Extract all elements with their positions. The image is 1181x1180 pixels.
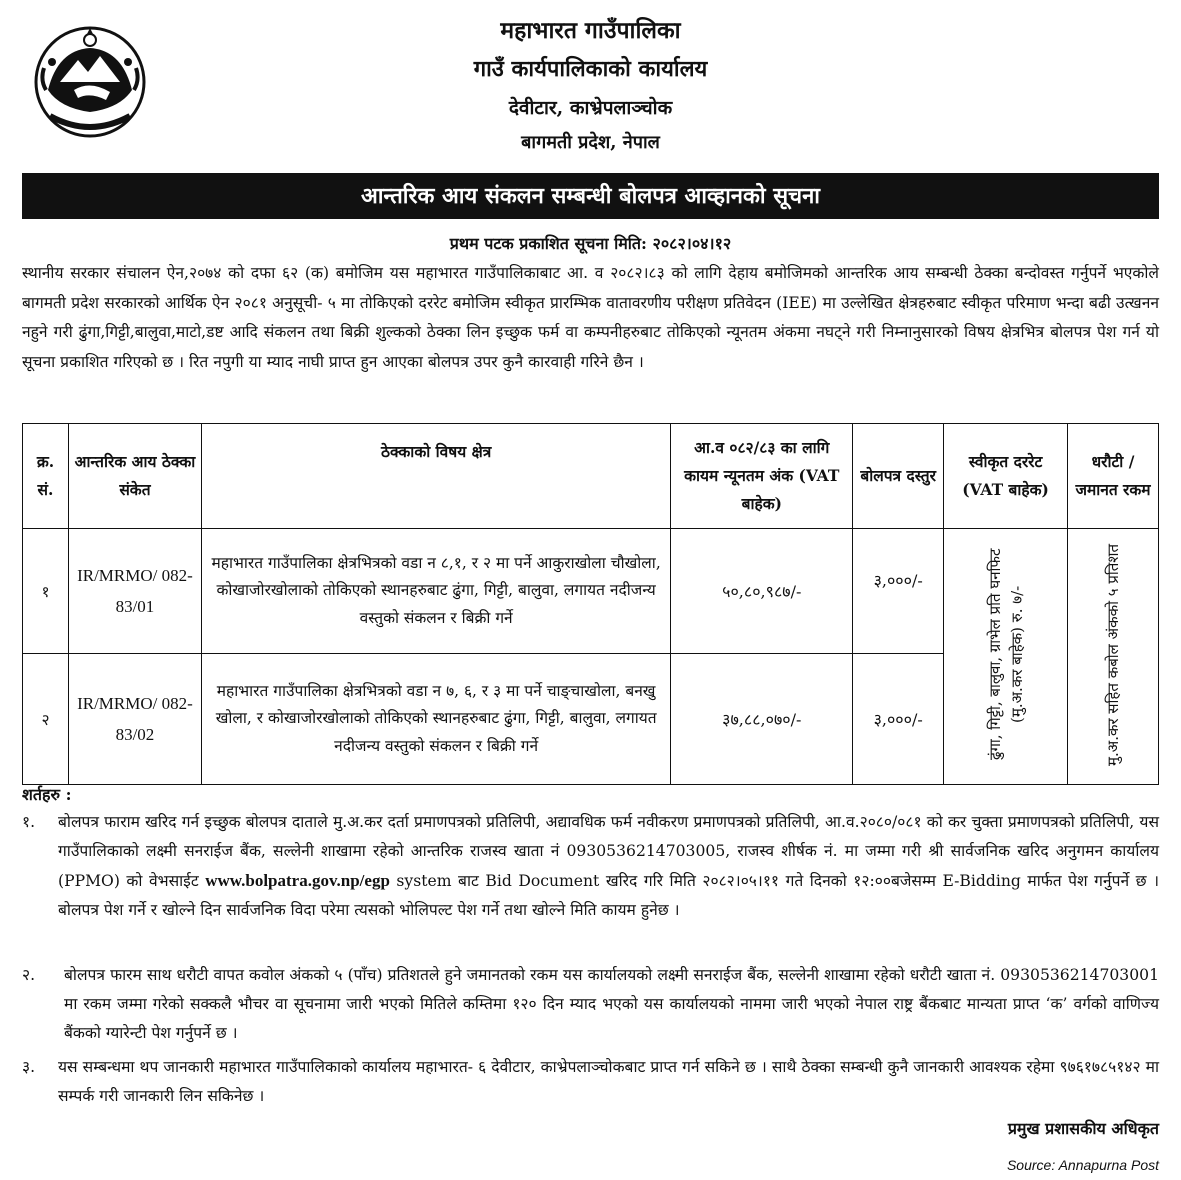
terms-heading: शर्तहरु : [22,785,72,804]
term-text: बोलपत्र फारम साथ धरौटी वापत कवोल अंकको ५ (पाँच) प्रतिशतले हुने जमानतको रकम यस कार्यालयको लक्ष्मी सनराईज बैंक, सल्लेनी शाखामा रहेको धरौटी खाता नं. 0930536214703001 मा रकम जम्मा गरेको सक्कलै भौचर वा सूचनामा जारी भएको मितिले कम्तिमा १२० दिन म्याद भएको यस कार्यालयको नाममा जारी भएको नेपाल राष्ट्र बैंकबाट मान्यता प्राप्त ‘क’ वर्गको वाणिज्य बैंकको ग्यारेन्टी पेश गर्नुपर्ने छ । [64,966,1159,1042]
tender-table [22,423,1159,785]
row-desc: महाभारत गाउँपालिका क्षेत्रभित्रको वडा न ७, ६, र ३ मा पर्ने चाङ्चाखोला, बनखु खोला, र कोखाजोरखोलाको तोकिएको स्थानहरुबाट ढुंगा, गिट्टी, बालुवा, लगायत नदीजन्य वस्तुको संकलन र बिक्री गर्ने [201,654,670,785]
office-address: देवीटार, काभ्रेपलाञ्चोक [508,97,673,119]
bolpatra-link[interactable]: www.bolpatra.gov.np/egp [205,871,390,890]
term-text: यस सम्बन्धमा थप जानकारी महाभारत गाउँपालिकाको कार्यालय महाभारत- ६ देवीटार, काभ्रेपलाञ्चोकबाट प्राप्त गर्न सकिने छ । साथै ठेक्का सम्बन्धी कुनै जानकारी आवश्यक रहेमा ९७६१७८५१४२ मा सम्पर्क गरी जानकारी लिन सकिनेछ । [58,1058,1159,1105]
row-sn: १ [23,529,69,654]
term-number: २. [22,966,36,984]
row-desc: महाभारत गाउँपालिका क्षेत्रभित्रको वडा न ८,१, र २ मा पर्ने आकुराखोला चौखोला, कोखाजोरखोलाको तोकिएको स्थानहरुबाट ढुंगा, गिट्टी, बालुवा, लगायत नदीजन्य वस्तुको संकलन र बिक्री गर्ने [201,529,670,654]
term-item [22,1053,1159,1111]
col-header-sn: क्र. सं. [23,424,69,529]
row-sn: २ [23,654,69,785]
row-min-amount: ५०,८०,९८७/- [671,529,853,654]
office-header [0,14,1181,160]
term-number: ३. [22,1058,36,1076]
deposit-cell [1068,529,1159,785]
term-item [22,961,1159,1048]
intro-paragraph: स्थानीय सरकार संचालन ऐन,२०७४ को दफा ६२ (क) बमोजिम यस महाभारत गाउँपालिकाबाट आ. व २०८२।८३ को लागि देहाय बमोजिमको आन्तरिक आय सम्बन्धी ठेक्का बन्दोवस्त गर्नुपर्ने भएकोले बागमती प्रदेश सरकारको आर्थिक ऐन २०८१ अनुसूची- ५ मा तोकिएको दररेट बमोजिम स्वीकृत प्रारम्भिक वातावरणीय परीक्षण प्रतिवेदन (IEE) मा उल्लेखित क्षेत्रहरुबाट स्वीकृत परिमाण भन्दा बढी उत्खनन नहुने गरी ढुंगा,गिट्टी,बालुवा,माटो,डष्ट आदि संकलन तथा बिक्री शुल्कको ठेक्का लिन इच्छुक फर्म वा कम्पनीहरुबाट तोकिएको न्यूनतम अंकमा नघट्ने गरी निम्नानुसारको विषय क्षेत्रभित्र बोलपत्र पेश गर्न यो सूचना प्रकाशित गरिएको छ । रित नपुगी या म्याद नाघी प्राप्त हुन आएका बोलपत्र उपर कुनै कारवाही गरिने छैन । [22,264,1160,371]
notice-title-banner: आन्तरिक आय संकलन सम्बन्धी बोलपत्र आव्हानको सूचना [22,173,1159,219]
table-header-row [23,424,1159,529]
publication-date: प्रथम पटक प्रकाशित सूचना मिति: २०८२।०४।१२ [449,234,732,253]
municipality-name: महाभारत गाउँपालिका [500,17,681,44]
term-number: १. [22,813,36,831]
rate-cell [944,529,1068,785]
term-item [22,808,1159,925]
office-name: गाउँ कार्यपालिकाको कार्यालय [473,56,708,82]
col-header-min-amount: आ.व ०८२/८३ का लागि कायम न्यूनतम अंक (VAT बाहेक) [671,424,853,529]
row-code: IR/MRMO/ 082-83/01 [68,529,201,654]
col-header-rate: स्वीकृत दररेट (VAT बाहेक) [944,424,1068,529]
row-fee: ३,०००/- [853,529,944,654]
term-text [58,808,1159,925]
term-text-part: system बाट Bid Document खरिद गरि मिति २०८२।०५।११ गते दिनको १२:००बजेसम्म E-Bidding मार्फत पेश गर्नुपर्ने छ । बोलपत्र पेश गर्ने र खोल्ने दिन सार्वजनिक विदा परेमा त्यसको भोलिपल्ट पेश गर्ने तथा खोल्ने मिति कायम हुनेछ । [58,872,1159,919]
row-min-amount: ३७,८८,०७०/- [671,654,853,785]
col-header-deposit: धरौटी / जमानत रकम [1068,424,1159,529]
source-credit: Source: Annapurna Post [1006,1157,1159,1173]
table-row [23,529,1159,654]
office-province: बागमती प्रदेश, नेपाल [521,132,660,153]
deposit-amount: मु.अ.कर सहित कबोल अंकको ५ प्रतिशत [1104,543,1122,766]
signatory-title: प्रमुख प्रशासकीय अधिकृत [1007,1119,1159,1138]
row-fee: ३,०००/- [853,654,944,785]
col-header-fee: बोलपत्र दस्तुर [853,424,944,529]
row-code: IR/MRMO/ 082-83/02 [68,654,201,785]
approved-rate: ढुंगा, गिट्टी, बालुवा, ग्राभेल प्रति घनफिट (मु.अ.कर बाहेक) रु. ७/- [985,548,1026,761]
term-text-part: बोलपत्र फाराम खरिद गर्न इच्छुक बोलपत्र दाताले मु.अ.कर दर्ता प्रमाणपत्रको प्रतिलिपी, अद्यावधिक फर्म नवीकरण प्रमाणपत्रको प्रतिलिपी, आ.व.२०८०/०८१ को कर चुक्ता प्रमाणपत्रको प्रतिलिपी, यस गाउँपालिकाको लक्ष्मी सनराईज बैंक, सल्लेनी शाखामा रहेको आन्तरिक राजस्व खाता नं 0930536214703005, राजस्व शीर्षक नं. मा जम्मा गरी श्री सार्वजनिक खरिद अनुगमन कार्यालय (PPMO) को वेभसाईट [58,813,1159,890]
col-header-subject: ठेक्काको विषय क्षेत्र [201,424,670,529]
col-header-code: आन्तरिक आय ठेक्का संकेत [68,424,201,529]
